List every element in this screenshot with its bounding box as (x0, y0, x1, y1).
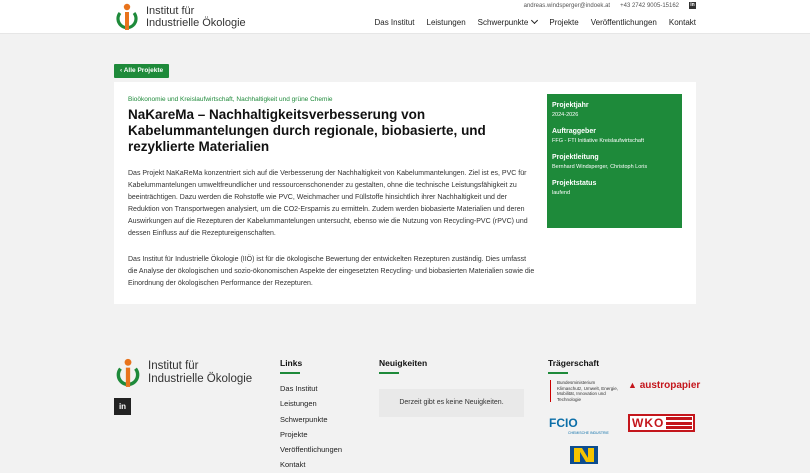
nav-leistungen[interactable]: Leistungen (426, 18, 466, 27)
project-card (114, 82, 696, 304)
info-client: FFG - FTI Initiative Kreislaufwirtschaft (552, 138, 644, 144)
footer-links-title: Links (280, 358, 303, 368)
footer-logo-line2: Industrielle Ökologie (148, 373, 253, 385)
nav-schwerpunkte[interactable]: Schwerpunkte (478, 18, 538, 27)
footer-sponsors-title: Trägerschaft (548, 358, 600, 368)
info-client-label: Auftraggeber (552, 128, 596, 135)
sponsor-emblem-logo[interactable] (570, 446, 598, 464)
chevron-down-icon (531, 17, 538, 24)
project-info-box (547, 94, 682, 228)
nav-veroeffentlichungen[interactable]: Veröffentlichungen (590, 18, 657, 27)
footer-link-kontakt[interactable]: Kontakt (280, 460, 306, 470)
footer-link-veroeffentlichungen[interactable]: Veröffentlichungen (280, 445, 342, 455)
news-empty-box: Derzeit gibt es keine Neuigkeiten. (379, 389, 524, 417)
contact-bar (524, 2, 696, 9)
austropapier-icon: ▲ (628, 380, 637, 390)
footer-logo[interactable] (114, 358, 252, 388)
header-phone[interactable]: +43 2742 9005-15162 (620, 2, 679, 9)
sponsor-wko-logo[interactable] (628, 414, 695, 432)
info-lead: Bernhard Windsperger, Christoph Loris (552, 164, 648, 170)
info-year: 2024-2026 (552, 112, 579, 118)
nav-das-institut[interactable]: Das Institut (374, 18, 415, 27)
all-projects-button[interactable]: ‹ Alle Projekte (114, 64, 169, 78)
info-status: laufend (552, 190, 571, 196)
wko-stripes (666, 417, 692, 429)
nav-kontakt[interactable]: Kontakt (668, 18, 696, 27)
logo-line1: Institut für (146, 5, 195, 17)
project-description-1: Das Projekt NaKaReMa konzentriert sich auf die Verbesserung der Nachhaltigkeit von Kabelummantelungen. Ziel ist es, PVC für Kabelummantelungen umweltfreundlicher und ressourcenschonender zu gestalten, ohne die technische Leistungsfähigkeit zu beeinträchtigen. Dazu werden die Rohstoffe wie PVC, Weichmacher und Füllstoffe hinsichtlich ihrer Nachhaltigkeit und der Reduktion von Transportwegen analysiert, um die CO2-Ersparnis zu ermitteln. Zudem werden biobasierte Materialien und deren Auswirkungen auf die Rezepturen der Kabelummantelungen untersucht, ebenso wie die Nutzung von Recycling-PVC (rPVC) und dessen Einfluss auf die Rezeptureigenschaften. (128, 170, 528, 237)
project-tags[interactable]: Bioökonomie und Kreislaufwirtschaft, Nachhaltigkeit und grüne Chemie (128, 96, 333, 103)
logo-icon (114, 3, 140, 31)
fcio-subtitle: CHEMISCHE INDUSTRIE (568, 431, 609, 435)
footer-news-title: Neuigkeiten (379, 358, 428, 368)
project-description-2: Das Institut für Industrielle Ökologie (IIÖ) ist für die ökologische Bewertung der entwickelten Rezepturen zuständig. Dies umfasst die Analyse der ökologischen und sozio-ökonomischen Aspekte der eingesetzten Recycling- und biobasierten Materialien sowie die Einordnung der ökologischen Performance der Rezepturen. (128, 256, 535, 287)
footer-link-projekte[interactable]: Projekte (280, 429, 308, 439)
logo-line2: Industrielle Ökologie (146, 17, 246, 29)
sponsor-fcio-logo[interactable]: FCIO (549, 416, 578, 430)
footer-logo-line1: Institut für (148, 360, 199, 372)
footer-links (280, 381, 342, 473)
footer-links-underline (280, 372, 300, 374)
info-status-label: Projektstatus (552, 180, 597, 187)
linkedin-icon[interactable]: in (690, 2, 695, 8)
project-title: NaKareMa – Nachhaltigkeitsverbesserung von Kabelummantelungen durch regionale, biobasierte, und rezyklierte Materialien (128, 107, 486, 154)
site-logo[interactable] (114, 3, 246, 31)
main-nav (374, 18, 696, 27)
info-year-label: Projektjahr (552, 102, 589, 109)
info-lead-label: Projektleitung (552, 154, 599, 161)
footer-link-leistungen[interactable]: Leistungen (280, 399, 317, 409)
footer-news-underline (379, 372, 399, 374)
sponsor-bmk-logo[interactable]: Bundesministerium Klimaschutz, Umwelt, Energie, Mobilität, Innovation und Technologie (550, 380, 620, 402)
footer-link-schwerpunkte[interactable]: Schwerpunkte (280, 414, 328, 424)
header-email[interactable]: andreas.windsperger@indoek.at (523, 2, 611, 9)
footer-logo-icon (114, 358, 142, 388)
footer-linkedin-icon[interactable]: in (114, 398, 131, 415)
wko-label: WKO (632, 416, 665, 430)
footer-sponsors-underline (548, 372, 568, 374)
site-header (0, 0, 810, 34)
sponsor-austropapier-logo[interactable]: ▲ austropapier (628, 380, 701, 391)
site-footer (0, 333, 810, 470)
footer-link-das-institut[interactable]: Das Institut (280, 384, 318, 393)
nav-projekte[interactable]: Projekte (549, 18, 579, 27)
